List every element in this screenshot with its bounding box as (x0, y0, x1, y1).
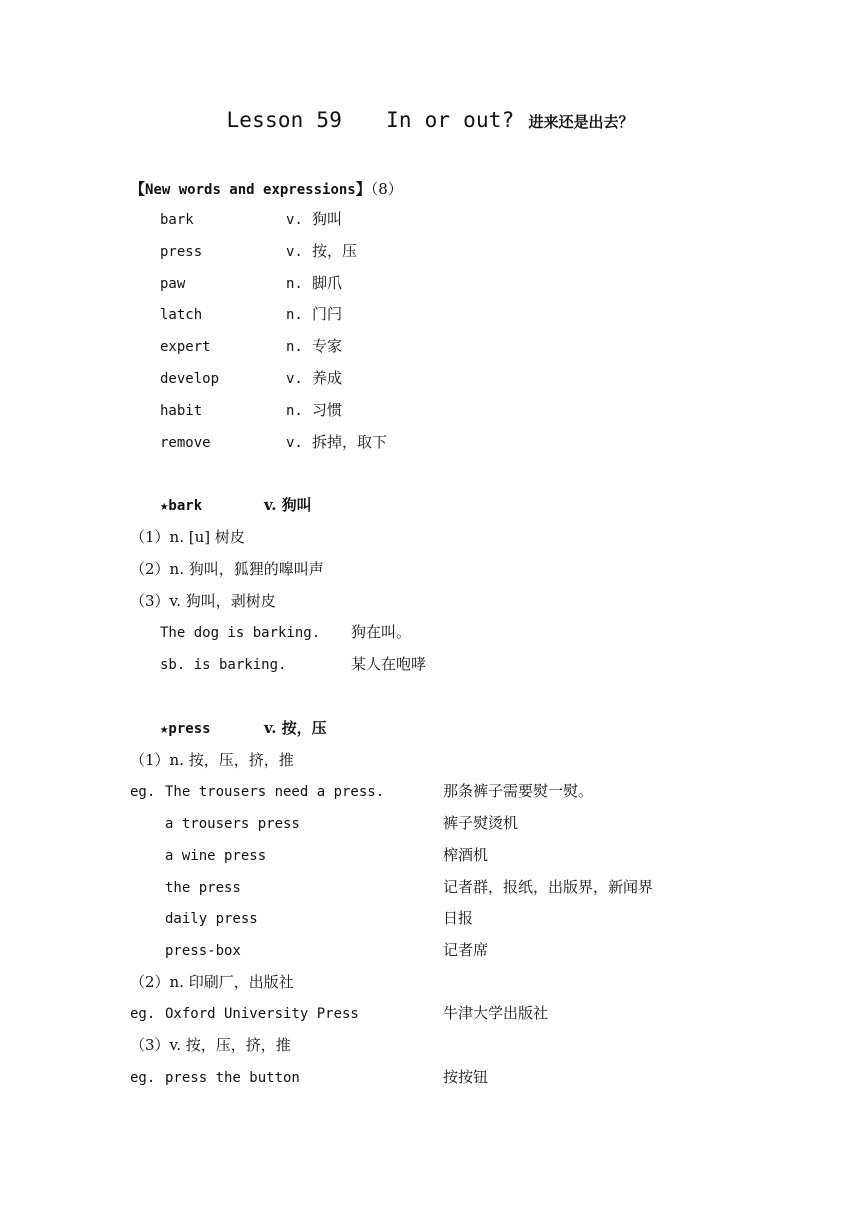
vocab-item: habit n. 习惯 (160, 400, 343, 419)
lesson-number: Lesson 59 (226, 108, 343, 132)
press-sense-1: （1）n. 按，压，挤，推 (130, 751, 294, 769)
new-words-count: （8） (370, 180, 403, 198)
bark-example: sb. is barking. 某人在咆哮 (160, 655, 427, 673)
press-example: press-box 记者席 (165, 941, 489, 959)
vocab-item: press v. 按，压 (160, 241, 358, 260)
press-example: a wine press 榨酒机 (165, 846, 489, 864)
vocab-item: remove v. 拆掉，取下 (160, 432, 388, 451)
vocab-item: bark v. 狗叫 (160, 210, 343, 228)
bark-sense-3: （3）v. 狗叫，剥树皮 (130, 592, 276, 610)
press-example: eg. Oxford University Press 牛津大学出版社 (130, 1004, 549, 1022)
press-example: the press 记者群，报纸，出版界，新闻界 (165, 878, 654, 896)
bark-sense-2: （2）n. 狗叫，狐狸的嗥叫声 (130, 560, 324, 578)
vocab-item: latch n. 门闩 (160, 305, 343, 324)
vocabulary-list (160, 208, 387, 462)
vocab-item: develop v. 养成 (160, 368, 343, 387)
press-sense-2: （2）n. 印刷厂，出版社 (130, 973, 294, 991)
press-example: eg. The trousers need a press. 那条裤子需要熨一熨。 (130, 782, 594, 800)
press-sense-3: （3）v. 按，压，挤，推 (130, 1036, 291, 1054)
vocab-item: paw n. 脚爪 (160, 273, 343, 292)
bark-entry-heading: ★bark v. 狗叫 (160, 496, 312, 514)
new-words-heading: 【New words and expressions】（8） (130, 180, 403, 198)
bark-sense-1: （1）n. [u] 树皮 (130, 528, 245, 546)
new-words-heading-text: New words and expressions (145, 182, 356, 198)
press-example: daily press 日报 (165, 909, 474, 927)
bark-example: The dog is barking. 狗在叫。 (160, 623, 412, 641)
press-example: a trousers press 裤子熨烫机 (165, 814, 519, 832)
vocab-item: expert n. 专家 (160, 337, 343, 356)
press-entry-heading: ★press v. 按，压 (160, 719, 327, 737)
lesson-title (0, 108, 860, 132)
press-example: eg. press the button 按按钮 (130, 1068, 489, 1086)
lesson-topic-cn: 进来还是出去？ (528, 113, 634, 131)
lesson-topic: In or out? (386, 108, 515, 132)
